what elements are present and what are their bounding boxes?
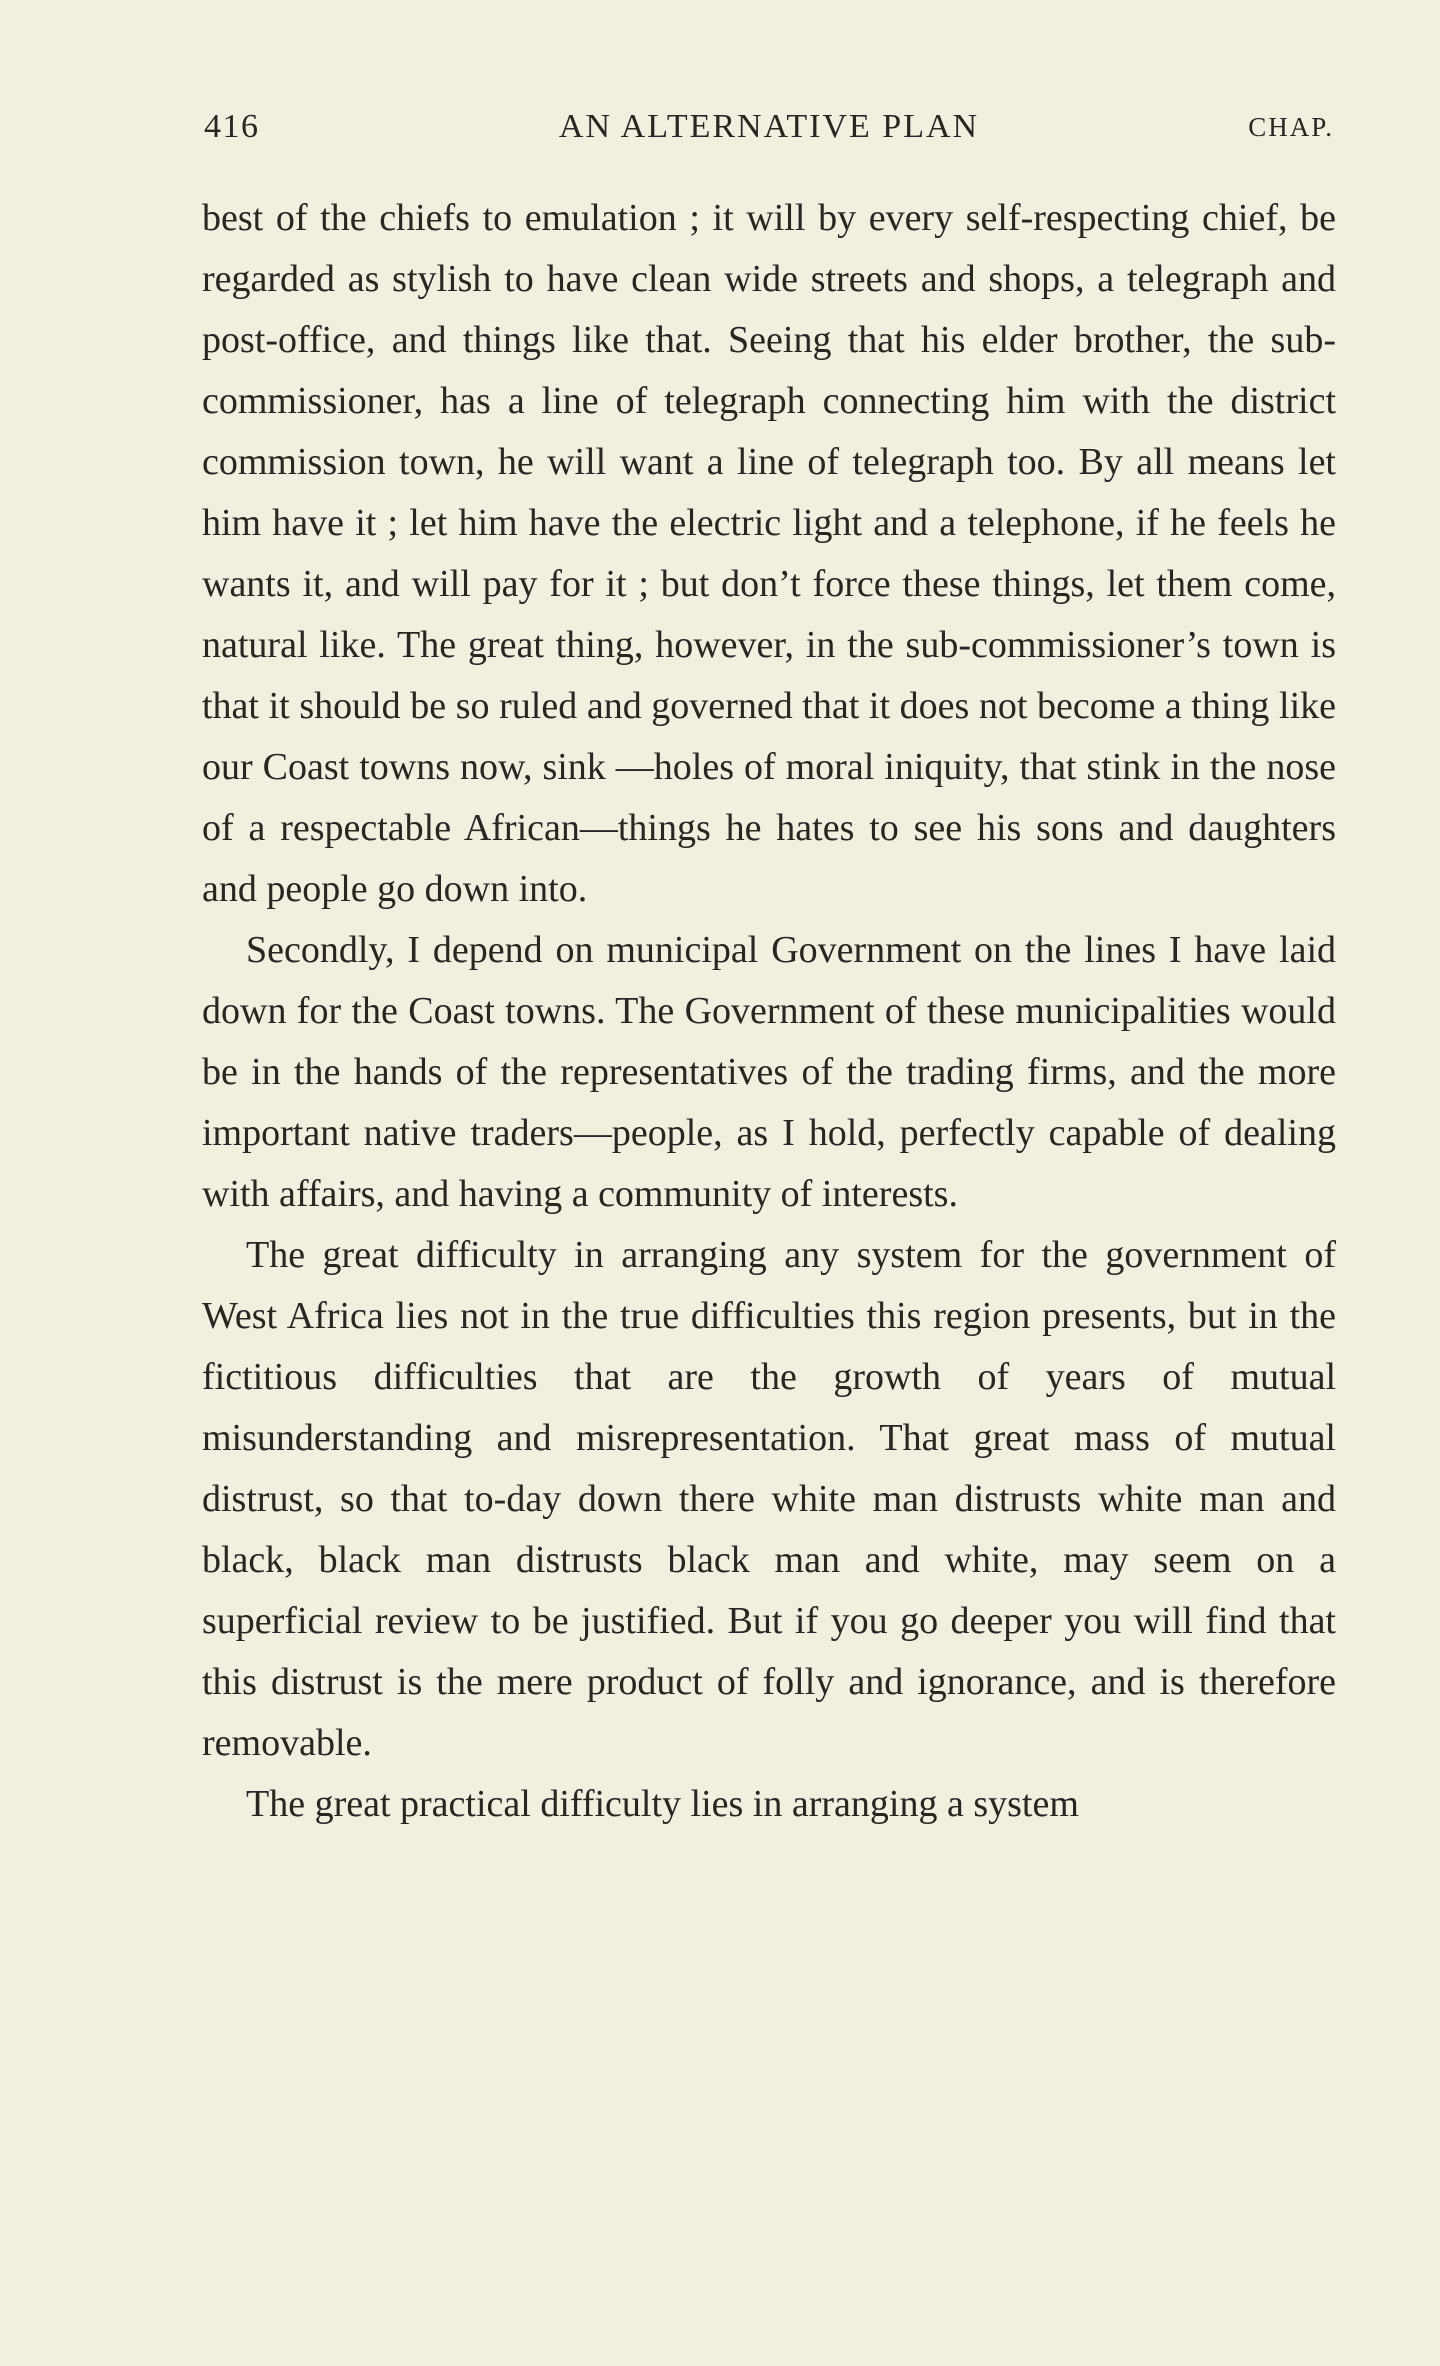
paragraph-continued: best of the chiefs to emulation ; it will by every self-respecting chief, be regarded as stylish to have clean wide streets and shops, a telegraph and post-office, and things like that. Seeing that his elder brother, the sub-commissioner, has a line of telegraph connecting him with the district commission town, he will want a line of telegraph too. By all means let him have it ; let him have the electric light and a telephone, if he feels he wants it, and will pay for it ; but don’t force these things, let them come, natural like. The great thing, however, in the sub-commissioner’s town is that it should be so ruled and governed that it does not become a thing like our Coast towns now, sink —holes of moral iniquity, that stink in the nose of a respectable African—things he hates to see his sons and daughters and people go down into. xyxy=(202,197,1336,910)
paragraph: The great difficulty in arranging any system for the government of West Africa lies not in the true difficulties this region presents, but in the fictitious difficulties that are the growth of years of mutual misunderstanding and misrepresentation. That great mass of mutual distrust, so that to-day down there white man distrusts white man and black, black man distrusts black man and white, may seem on a superficial review to be justified. But if you go deeper you will find that this distrust is the mere product of folly and ignorance, and is therefore removable. xyxy=(202,1234,1336,1764)
running-title: AN ALTERNATIVE PLAN xyxy=(558,108,980,145)
page-number: 416 xyxy=(204,108,260,145)
paragraph: Secondly, I depend on municipal Government on the lines I have laid down for the Coast towns. The Government of these municipalities would be in the hands of the representatives of the trading firms, and the more important native traders—people, as I hold, perfectly capable of dealing with affairs, and having a community of interests. xyxy=(202,929,1336,1215)
paragraph-last: The great practical difficulty lies in arranging a system xyxy=(246,1783,1079,1825)
body-text xyxy=(202,188,1336,1835)
running-header xyxy=(204,108,1334,152)
chapter-abbreviation: CHAP. xyxy=(1248,112,1334,142)
